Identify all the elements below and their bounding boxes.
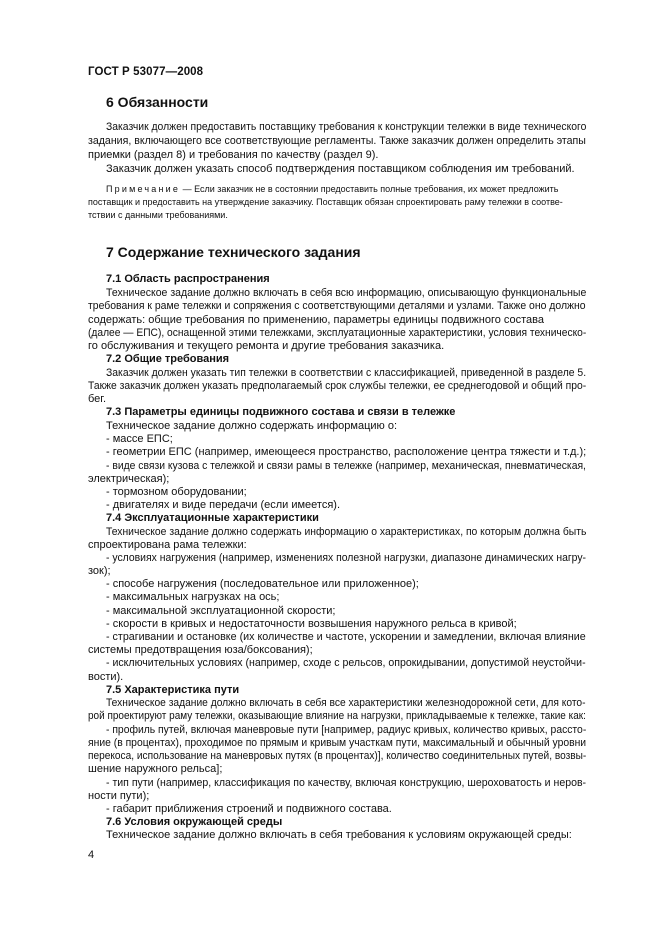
s6-note-line: тствии с данными требованиями.: [88, 210, 228, 220]
s72-line: бег.: [88, 393, 107, 405]
note-text: — Если заказчик не в состоянии предоставить полные требования, их может предложить: [180, 184, 559, 194]
s74-title: 7.4 Эксплуатационные характеристики: [106, 512, 319, 524]
s75-line: Техническое задание должно включать в себя все характеристики железнодорожной сети, для кото-: [106, 697, 586, 709]
s6-note-line: поставщик и предоставить на утверждение заказчику. Поставщик обязан спроектировать раму тележки в соотве-: [88, 197, 563, 207]
s75-line: - тип пути (например, классификация по качеству, включая конструкцию, шероховатость и неров-: [106, 777, 587, 789]
s6-p1-line: Заказчик должен предоставить поставщику требования к конструкции тележки в виде технического: [106, 121, 587, 133]
s75-title: 7.5 Характеристика пути: [106, 684, 240, 696]
s74-line: Техническое задание должно содержать информацию о характеристиках, по которым должна быть: [106, 526, 587, 538]
s72-title: 7.2 Общие требования: [106, 353, 230, 365]
s74-line: системы предотвращения юза/боксования);: [88, 644, 313, 656]
s75-line: шение наружного рельса];: [88, 763, 223, 775]
s74-line: - страгивании и остановке (их количестве и частоте, ускорении и замедлении, включая влияние: [106, 631, 586, 643]
s6-p1-line: задания, включающего все соответствующие регламенты. Также заказчик должен определить этапы: [88, 135, 586, 147]
s6-p2: Заказчик должен указать способ подтверждения поставщиком соблюдения им требований.: [106, 163, 575, 175]
s73-title: 7.3 Параметры единицы подвижного состава и связи в тележке: [106, 406, 456, 418]
s73-line: - двигателях и виде передачи (если имеется).: [106, 499, 341, 511]
s75-line: - профиль путей, включая маневровые пути [например, радиус кривых, количество кривых, рассто-: [106, 724, 587, 736]
s76-line: Техническое задание должно включать в себя требования к условиям окружающей среды:: [106, 829, 572, 841]
s71-line: (далее — ЕПС), оснащенной этими тележками, эксплуатационные характеристики, условия техническо-: [88, 327, 587, 339]
s73-line: - геометрии ЕПС (например, имеющееся пространство, расположение центра тяжести и т.д.);: [106, 446, 587, 458]
s71-line: го обслуживания и текущего ремонта и другие требования заказчика.: [88, 340, 445, 352]
s73-line: Техническое задание должно содержать информацию о:: [106, 420, 398, 432]
section-6-title: 6 Обязанности: [106, 94, 209, 110]
s73-line: - тормозном оборудовании;: [106, 486, 247, 498]
s74-line: вости).: [88, 671, 124, 683]
s75-line: перекоса, использование на маневровых путях (в процентах)], количество соединительных путей, возвы-: [88, 750, 587, 762]
s73-line: - массе ЕПС;: [106, 433, 173, 445]
s72-line: Также заказчик должен указать предполагаемый срок службы тележки, ее среднегодовой и общий про-: [88, 380, 587, 392]
s74-line: - скорости в кривых и недостаточности возвышения наружного рельса в кривой;: [106, 618, 517, 630]
s76-title: 7.6 Условия окружающей среды: [106, 816, 283, 828]
s71-line: Техническое задание должно включать в себя всю информацию, описывающую функциональные: [106, 287, 587, 299]
document-header: ГОСТ Р 53077—2008: [88, 66, 204, 78]
s73-line: электрическая);: [88, 473, 170, 485]
s74-line: - исключительных условиях (например, сходе с рельсов, опрокидывании, допустимой неустойчи-: [106, 657, 586, 669]
s75-line: яние (в процентах), проходимое по прямым и кривым участкам пути, максимальный и обычный уровни: [88, 737, 587, 749]
s75-line: ности пути);: [88, 790, 150, 802]
s6-p1-line: приемки (раздел 8) и требования по качеству (раздел 9).: [88, 149, 379, 161]
s71-line: содержать: общие требования по применению, параметры единицы подвижного состава: [88, 314, 545, 326]
s74-line: - условиях нагружения (например, изменениях полезной нагрузки, диапазоне динамических нагру-: [106, 552, 587, 564]
s74-line: - максимальных нагрузках на ось;: [106, 591, 280, 603]
s75-line: рой проектируют раму тележки, оказывающие влияние на нагрузки, прикладываемые к тележке, такие как:: [88, 710, 586, 722]
s75-line: - габарит приближения строений и подвижного состава.: [106, 803, 392, 815]
page-number: 4: [88, 849, 95, 861]
note-label: Примечание: [106, 184, 181, 194]
s73-line: - виде связи кузова с тележкой и связи рамы в тележке (например, механическая, пневматическая,: [106, 460, 586, 472]
s71-title: 7.1 Область распространения: [106, 273, 270, 285]
s74-line: спроектирована рама тележки:: [88, 539, 247, 551]
s74-line: - способе нагружения (последовательное или приложенное);: [106, 578, 419, 590]
s71-line: требования к раме тележки и сопряжения с соответствующими деталями и узлами. Также оно должно: [88, 300, 586, 312]
section-7-title: 7 Содержание технического задания: [106, 244, 361, 260]
s72-line: Заказчик должен указать тип тележки в соответствии с классификацией, приведенной в разделе 5.: [106, 367, 587, 379]
s6-note-line-1: [106, 183, 558, 195]
s74-line: зок);: [88, 565, 111, 577]
s74-line: - максимальной эксплуатационной скорости;: [106, 605, 336, 617]
